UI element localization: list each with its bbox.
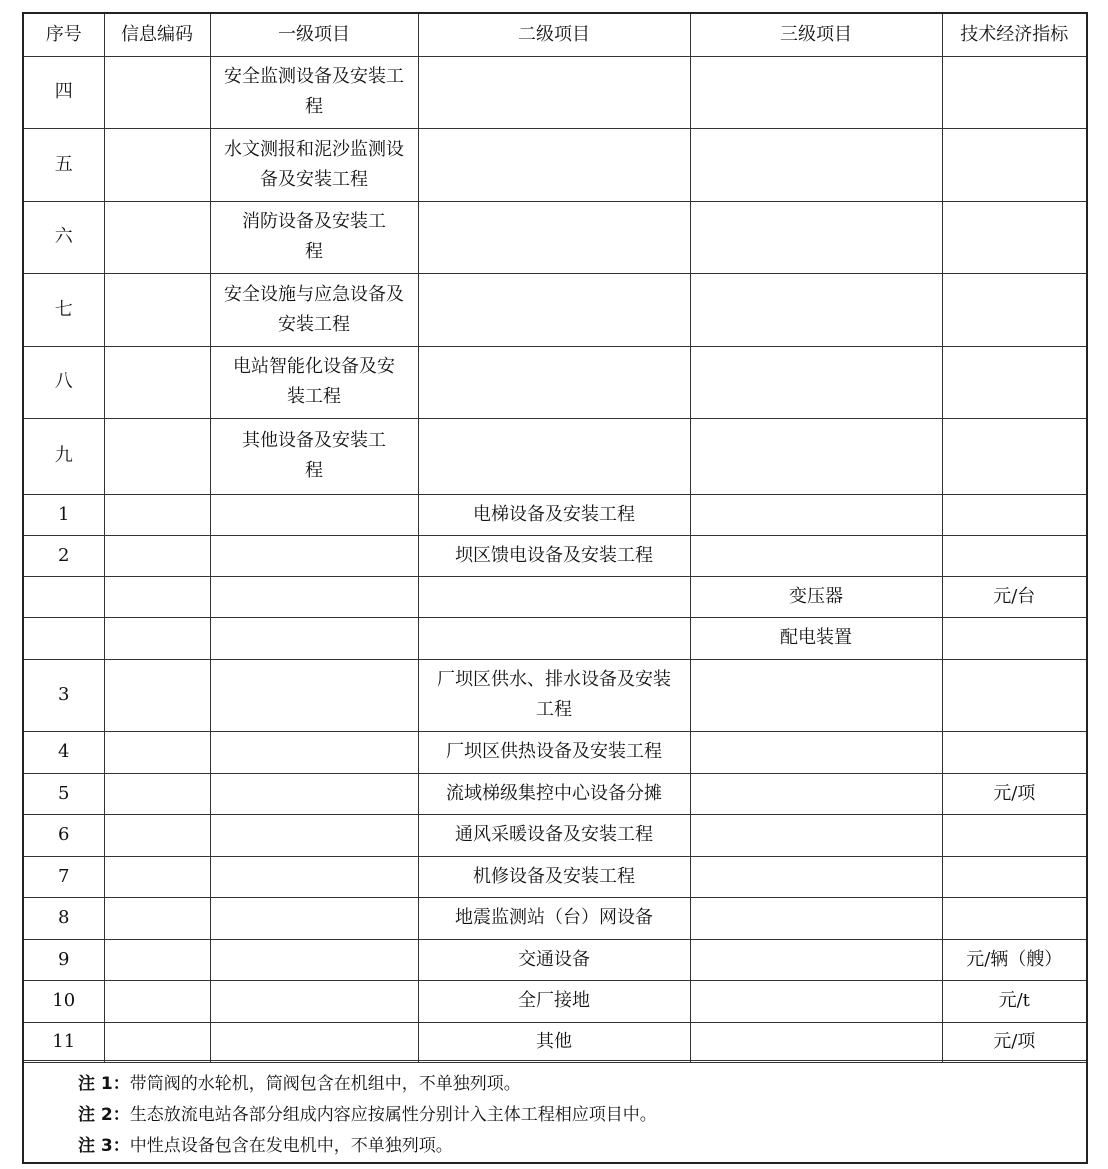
table-row — [24, 897, 1086, 939]
note-label: 注 2： — [78, 1105, 130, 1125]
cell-code — [104, 576, 210, 617]
cell-no: 4 — [24, 731, 104, 773]
cell-code — [104, 814, 210, 856]
cell-level2 — [418, 346, 690, 418]
table-row — [24, 418, 1086, 494]
cell-code — [104, 659, 210, 731]
cell-code — [104, 773, 210, 814]
cell-level2: 全厂接地 — [418, 980, 690, 1022]
cell-level1 — [210, 56, 418, 128]
header-level2: 二级项目 — [418, 14, 690, 56]
cell-level3: 变压器 — [690, 576, 942, 617]
header-level3: 三级项目 — [690, 14, 942, 56]
cell-level2: 通风采暖设备及安装工程 — [418, 814, 690, 856]
cell-level2 — [418, 576, 690, 617]
notes-section — [24, 1060, 1086, 1162]
cell-code — [104, 535, 210, 576]
cell-level1 — [210, 273, 418, 346]
note-1 — [78, 1069, 1086, 1100]
table-row — [24, 980, 1086, 1022]
cell-level3 — [690, 773, 942, 814]
cell-code — [104, 494, 210, 535]
table-row — [24, 494, 1086, 535]
note-2 — [78, 1100, 1086, 1131]
cell-no — [24, 617, 104, 659]
cell-code — [104, 731, 210, 773]
cell-level2: 坝区馈电设备及安装工程 — [418, 535, 690, 576]
cell-no: 四 — [24, 56, 104, 128]
cell-level2: 厂坝区供热设备及安装工程 — [418, 731, 690, 773]
cell-level1 — [210, 1022, 418, 1062]
table-row — [24, 939, 1086, 980]
table-row — [24, 1022, 1086, 1062]
cell-code — [104, 418, 210, 494]
cell-no: 五 — [24, 128, 104, 201]
cell-level2: 电梯设备及安装工程 — [418, 494, 690, 535]
table-row — [24, 773, 1086, 814]
cell-no: 2 — [24, 535, 104, 576]
header-level1: 一级项目 — [210, 14, 418, 56]
cell-level1 — [210, 980, 418, 1022]
cell-code — [104, 128, 210, 201]
table-row — [24, 128, 1086, 201]
cell-level1 — [210, 814, 418, 856]
cell-index: 元/辆（艘） — [942, 939, 1086, 980]
cell-level1 — [210, 731, 418, 773]
cell-index: 元/台 — [942, 576, 1086, 617]
note-text: 中性点设备包含在发电机中，不单独列项。 — [129, 1136, 453, 1156]
cell-level1 — [210, 856, 418, 897]
cell-code — [104, 273, 210, 346]
note-3 — [78, 1131, 1086, 1162]
cell-level1 — [210, 346, 418, 418]
cell-index — [942, 128, 1086, 201]
table-row — [24, 814, 1086, 856]
cell-no: 7 — [24, 856, 104, 897]
table-row — [24, 273, 1086, 346]
cell-level3 — [690, 535, 942, 576]
cell-index — [942, 731, 1086, 773]
header-index: 技术经济指标 — [942, 14, 1086, 56]
cell-no: 8 — [24, 897, 104, 939]
cell-level2: 地震监测站（台）网设备 — [418, 897, 690, 939]
cell-level1 — [210, 128, 418, 201]
cell-index — [942, 418, 1086, 494]
cell-code — [104, 346, 210, 418]
cell-index — [942, 56, 1086, 128]
cell-level2 — [418, 418, 690, 494]
cell-level3 — [690, 56, 942, 128]
cell-index: 元/项 — [942, 773, 1086, 814]
cell-code — [104, 980, 210, 1022]
cell-index: 元/t — [942, 980, 1086, 1022]
cell-code — [104, 201, 210, 273]
cell-level2 — [418, 201, 690, 273]
cell-code — [104, 1022, 210, 1062]
cell-level1 — [210, 201, 418, 273]
cell-level3 — [690, 201, 942, 273]
cell-no: 3 — [24, 659, 104, 731]
cell-code — [104, 617, 210, 659]
cell-no: 1 — [24, 494, 104, 535]
table-row — [24, 856, 1086, 897]
cell-level3 — [690, 1022, 942, 1062]
cell-level3 — [690, 273, 942, 346]
cell-level1 — [210, 418, 418, 494]
table-row — [24, 201, 1086, 273]
cell-no: 5 — [24, 773, 104, 814]
level2-text: 厂坝区供水、排水设备及安装工程 — [437, 669, 671, 720]
cell-level3 — [690, 418, 942, 494]
cell-index — [942, 494, 1086, 535]
table-row — [24, 56, 1086, 128]
cell-code — [104, 939, 210, 980]
cell-code — [104, 56, 210, 128]
cell-level3 — [690, 980, 942, 1022]
cell-no: 10 — [24, 980, 104, 1022]
cell-level2 — [418, 128, 690, 201]
cell-index — [942, 535, 1086, 576]
cell-level1 — [210, 535, 418, 576]
document-page — [22, 12, 1088, 1164]
cell-level3 — [690, 659, 942, 731]
table-row — [24, 346, 1086, 418]
cell-index: 元/项 — [942, 1022, 1086, 1062]
cell-level2 — [418, 56, 690, 128]
level1-text: 消防设备及安装工程 — [242, 211, 386, 262]
cell-index — [942, 856, 1086, 897]
cell-no: 九 — [24, 418, 104, 494]
cell-level1 — [210, 773, 418, 814]
cell-index — [942, 273, 1086, 346]
cell-index — [942, 617, 1086, 659]
note-text: 带筒阀的水轮机，筒阀包含在机组中，不单独列项。 — [129, 1074, 521, 1094]
table-row — [24, 535, 1086, 576]
header-code: 信息编码 — [104, 14, 210, 56]
cell-no: 八 — [24, 346, 104, 418]
cell-index — [942, 897, 1086, 939]
cell-index — [942, 659, 1086, 731]
cell-level3 — [690, 346, 942, 418]
cell-code — [104, 856, 210, 897]
cell-level1 — [210, 939, 418, 980]
cell-index — [942, 814, 1086, 856]
cell-level1 — [210, 494, 418, 535]
table-row — [24, 576, 1086, 617]
cell-level3 — [690, 897, 942, 939]
cell-no: 6 — [24, 814, 104, 856]
cell-level3 — [690, 128, 942, 201]
cell-level3 — [690, 856, 942, 897]
cell-no: 11 — [24, 1022, 104, 1062]
cell-no: 六 — [24, 201, 104, 273]
cell-level2: 交通设备 — [418, 939, 690, 980]
cell-no: 9 — [24, 939, 104, 980]
header-no: 序号 — [24, 14, 104, 56]
cell-level2: 其他 — [418, 1022, 690, 1062]
cell-level2: 机修设备及安装工程 — [418, 856, 690, 897]
cell-level3 — [690, 494, 942, 535]
cell-index — [942, 346, 1086, 418]
level1-text: 安全设施与应急设备及安装工程 — [224, 283, 404, 335]
level1-text: 其他设备及安装工程 — [242, 430, 386, 481]
cell-level3: 配电装置 — [690, 617, 942, 659]
cell-level2 — [418, 273, 690, 346]
level1-text: 电站智能化设备及安装工程 — [233, 356, 395, 407]
cell-level1 — [210, 659, 418, 731]
cell-level1 — [210, 617, 418, 659]
table-row — [24, 617, 1086, 659]
cell-level2 — [418, 617, 690, 659]
level1-text: 水文测报和泥沙监测设备及安装工程 — [224, 138, 404, 190]
cell-no: 七 — [24, 273, 104, 346]
cell-no — [24, 576, 104, 617]
note-label: 注 1： — [78, 1074, 130, 1094]
level1-text: 安全监测设备及安装工程 — [224, 66, 404, 117]
cell-code — [104, 897, 210, 939]
cell-level3 — [690, 731, 942, 773]
cell-level2 — [418, 659, 690, 731]
cost-items-table — [24, 14, 1086, 1063]
cell-level3 — [690, 939, 942, 980]
table-row — [24, 659, 1086, 731]
cell-level1 — [210, 576, 418, 617]
table-row — [24, 731, 1086, 773]
table-header-row — [24, 14, 1086, 56]
note-label: 注 3： — [78, 1136, 130, 1156]
cell-level3 — [690, 814, 942, 856]
cell-level1 — [210, 897, 418, 939]
cell-level2: 流域梯级集控中心设备分摊 — [418, 773, 690, 814]
note-text: 生态放流电站各部分组成内容应按属性分别计入主体工程相应项目中。 — [129, 1105, 657, 1125]
cell-index — [942, 201, 1086, 273]
